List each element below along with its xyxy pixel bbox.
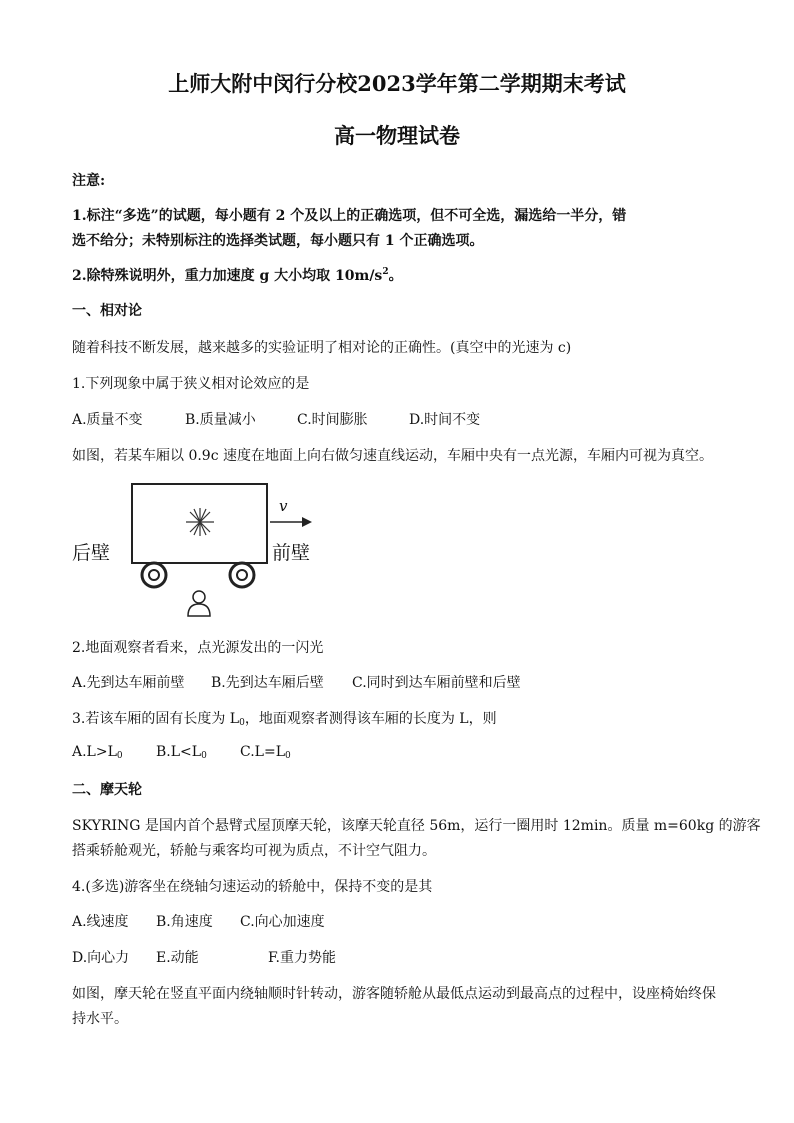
question-3-option-c — [240, 744, 291, 761]
question-3-option-a — [72, 744, 156, 761]
front-wall-label: 前壁 — [272, 542, 311, 564]
question-3-stem — [72, 708, 497, 728]
observer-icon — [188, 591, 210, 616]
question-3-option-a-sub: 0 — [116, 751, 123, 761]
left-wheel-icon — [142, 563, 166, 587]
question-3-option-b-sub: 0 — [201, 751, 207, 761]
exam-subtitle: 高一物理试卷 — [334, 123, 460, 148]
section-1-heading: 一、相对论 — [72, 303, 142, 319]
question-3-stem-sub: 0 — [239, 718, 245, 728]
question-4-option-b: B.角速度 — [156, 914, 213, 930]
question-3-stem-b: ，地面观察者测得该车厢的长度为 L，则 — [244, 711, 497, 727]
question-2-stem: 2.地面观察者看来，点光源发出的一闪光 — [72, 640, 324, 656]
notice-heading: 注意: — [72, 173, 106, 189]
section-2-heading: 二、摩天轮 — [72, 782, 142, 798]
question-4-option-f: F.重力势能 — [268, 950, 336, 966]
section-2-context-line-2: 持水平。 — [72, 1011, 128, 1027]
question-4-stem: 4.(多选)游客坐在绕轴匀速运动的轿舱中，保持不变的是其 — [72, 879, 433, 895]
notice-item-2-text: 2.除特殊说明外，重力加速度 g 大小均取 10m/s — [72, 268, 383, 284]
question-3-stem-a: 3.若该车厢的固有长度为 L — [72, 711, 240, 727]
right-wheel-icon — [230, 563, 254, 587]
question-1-option-d: D.时间不变 — [409, 412, 481, 428]
question-3-option-a-main: A.L>L — [72, 744, 117, 760]
notice-item-2-exponent: 2 — [382, 267, 389, 277]
section-2-intro-line-2: 搭乘轿舱观光，轿舱与乘客均可视为质点，不计空气阻力。 — [72, 843, 436, 859]
question-4-options-row-2 — [72, 947, 336, 967]
question-2-option-a: A.先到达车厢前壁 — [72, 675, 185, 691]
question-1-stem: 1.下列现象中属于狭义相对论效应的是 — [72, 376, 310, 392]
train-car-figure — [72, 478, 332, 623]
question-1-option-b: B.质量减小 — [185, 412, 256, 428]
question-1-option-c: C.时间膨胀 — [297, 412, 368, 428]
question-3-options — [72, 744, 291, 761]
notice-item-2 — [72, 265, 403, 285]
section-2-context-line-1: 如图，摩天轮在竖直平面内绕轴顺时针转动，游客随轿舱从最低点运动到最高点的过程中，设座椅始终保 — [72, 986, 716, 1002]
notice-item-1-line-1: 1.标注“多选”的试题，每小题有 2 个及以上的正确选项，但不可全选，漏选给一半分，错 — [72, 208, 627, 224]
rear-wall-label: 后壁 — [72, 542, 111, 564]
question-2-options — [72, 672, 521, 692]
question-3-option-c-main: C.L=L — [240, 744, 285, 760]
notice-item-1-line-2: 选不给分；未特别标注的选择类试题，每小题只有 1 个正确选项。 — [72, 233, 484, 249]
question-4-options-row-1 — [72, 911, 325, 931]
section-1-context: 如图，若某车厢以 0.9c 速度在地面上向右做匀速直线运动，车厢中央有一点光源，车厢内可视为真空。 — [72, 448, 714, 464]
question-3-option-c-sub: 0 — [285, 751, 291, 761]
question-3-option-b-main: B.L<L — [156, 744, 202, 760]
question-2-option-c: C.同时到达车厢前壁和后壁 — [352, 675, 521, 691]
question-3-option-b — [156, 744, 240, 761]
notice-item-2-end: 。 — [388, 268, 403, 284]
velocity-arrow-icon — [270, 517, 312, 527]
question-1-option-a: A.质量不变 — [72, 412, 143, 428]
question-2-option-b: B.先到达车厢后壁 — [211, 675, 324, 691]
exam-title: 上师大附中闵行分校2023学年第二学期期末考试 — [168, 71, 626, 96]
light-source-icon — [186, 508, 214, 536]
question-4-option-e: E.动能 — [156, 950, 199, 966]
question-4-option-c: C.向心加速度 — [240, 914, 325, 930]
section-1-intro: 随着科技不断发展，越来越多的实验证明了相对论的正确性。(真空中的光速为 c) — [72, 340, 572, 356]
section-2-intro-line-1: SKYRING 是国内首个悬臂式屋顶摩天轮，该摩天轮直径 56m，运行一圈用时 12min。质量 m=60kg 的游客 — [72, 818, 761, 834]
question-4-option-d: D.向心力 — [72, 950, 130, 966]
velocity-label: v — [279, 497, 288, 515]
question-4-option-a: A.线速度 — [72, 914, 129, 930]
question-1-options — [72, 409, 480, 429]
